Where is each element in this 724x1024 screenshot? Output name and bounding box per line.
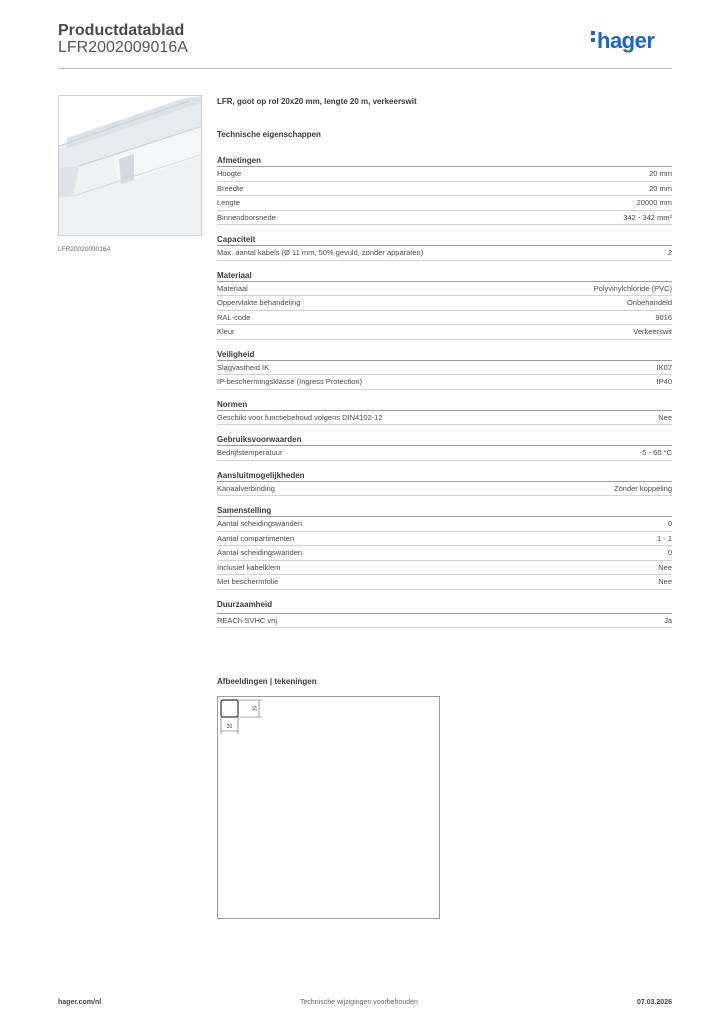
spec-row — [217, 282, 672, 297]
spec-row — [217, 411, 672, 426]
spec-row — [217, 375, 672, 390]
spec-value: IP40 — [656, 377, 672, 387]
spec-row — [217, 446, 672, 461]
spec-section — [217, 235, 672, 261]
spec-row — [217, 167, 672, 182]
spec-label: Aantal compartimenten — [217, 533, 295, 543]
spec-label: Inclusief kabelklem — [217, 562, 281, 572]
spec-row — [217, 361, 672, 376]
spec-label: Breedte — [217, 183, 244, 193]
spec-row — [217, 614, 672, 628]
spec-section — [217, 506, 672, 590]
spec-label: Met beschermfolie — [217, 577, 279, 587]
spec-value: 9016 — [655, 312, 672, 322]
section-title: Afmetingen — [217, 156, 672, 167]
spec-value: Nee — [658, 412, 672, 422]
spec-value: Polyvinylchloride (PVC) — [593, 283, 672, 293]
spec-value: 342 - 342 mm² — [623, 212, 672, 222]
spec-label: Aantal scheidingswanden — [217, 548, 303, 558]
spec-section — [217, 471, 672, 497]
spec-value: IK07 — [656, 362, 672, 372]
spec-label: Aantal scheidingswanden — [217, 519, 303, 529]
logo-dots-icon — [591, 31, 595, 45]
spec-row — [217, 482, 672, 497]
product-description: LFR, goot op rol 20x20 mm, lengte 20 m, verkeerswit — [217, 97, 417, 106]
page-title: Productdatablad — [58, 22, 185, 39]
spec-label: Hoogte — [217, 169, 242, 179]
spec-sections — [217, 156, 672, 628]
spec-section — [217, 400, 672, 426]
spec-label: Slagvastheid IK — [217, 362, 270, 372]
spec-value: -5 - 60 °C — [639, 448, 672, 458]
spec-label: Kleur — [217, 327, 235, 337]
section-title: Samenstelling — [217, 506, 672, 517]
section-title: Capaciteit — [217, 235, 672, 246]
spec-value: Zonder koppeling — [614, 483, 672, 493]
spec-row — [217, 246, 672, 261]
footer-date: 07.03.2026 — [636, 999, 672, 1006]
spec-row — [217, 196, 672, 211]
spec-label: Bedrijfstemperatuur — [217, 448, 283, 458]
footer-website[interactable]: hager.com/nl — [58, 999, 102, 1006]
spec-row — [217, 517, 672, 532]
dim-width-label: 20 — [226, 724, 233, 730]
spec-section — [217, 435, 672, 461]
cable-duct-illustration — [59, 96, 202, 236]
spec-value: 2 — [667, 248, 672, 258]
spec-row — [217, 561, 672, 576]
spec-value: 1 - 1 — [656, 533, 672, 543]
spec-section — [217, 600, 672, 628]
spec-value: Nee — [658, 562, 672, 572]
spec-label: Geschikt voor functiebehoud volgens DIN4102-12 — [217, 412, 383, 422]
dim-height-label: 20 — [252, 705, 259, 712]
spec-row — [217, 532, 672, 547]
spec-row — [217, 182, 672, 197]
spec-label: IP-beschermingsklasse (Ingress Protection) — [217, 377, 363, 387]
spec-value: 0 — [667, 548, 672, 558]
drawing-box — [217, 696, 440, 919]
spec-row — [217, 325, 672, 340]
spec-label: Kanaalverbinding — [217, 483, 275, 493]
spec-label: Materiaal — [217, 283, 248, 293]
spec-row — [217, 296, 672, 311]
spec-value: 0 — [667, 519, 672, 529]
spec-section — [217, 156, 672, 225]
section-title: Veiligheid — [217, 350, 672, 361]
image-caption: LFR2002009016A — [58, 246, 111, 253]
section-title: Aansluitmogelijkheden — [217, 471, 672, 482]
header-divider — [58, 68, 672, 69]
specifications — [217, 97, 672, 638]
section-title: Materiaal — [217, 271, 672, 282]
spec-row — [217, 575, 672, 590]
spec-row — [217, 311, 672, 326]
spec-value: 20 mm — [649, 183, 672, 193]
spec-value: Onbehandeld — [626, 298, 672, 308]
spec-label: Lengte — [217, 198, 240, 208]
spec-label: REACh-SVHC vrij — [217, 615, 278, 625]
tech-properties-title: Technische eigenschappen — [217, 130, 321, 139]
product-image — [58, 95, 202, 236]
spec-value: Ja — [664, 615, 672, 625]
section-title: Gebruiksvoorwaarden — [217, 435, 672, 446]
spec-section — [217, 350, 672, 390]
spec-label: Max. aantal kabels (Ø 11 mm, 50% gevuld, zonder apparaten) — [217, 248, 424, 258]
spec-value: 20000 mm — [636, 198, 672, 208]
logo-text: hager — [597, 28, 655, 53]
product-code: LFR2002009016A — [58, 39, 188, 56]
dimension-drawing — [218, 697, 439, 918]
section-title: Normen — [217, 400, 672, 411]
footer-notice: Technische wijzigingen voorbehouden — [300, 999, 418, 1006]
section-title: Duurzaamheid — [217, 600, 672, 614]
spec-value: Nee — [658, 577, 672, 587]
spec-row — [217, 211, 672, 226]
hager-logo — [591, 28, 654, 54]
spec-label: RAL-code — [217, 312, 251, 322]
spec-value: Verkeerswit — [633, 327, 672, 337]
drawings-title: Afbeeldingen | tekeningen — [217, 677, 317, 686]
spec-section — [217, 271, 672, 340]
spec-row — [217, 546, 672, 561]
spec-label: Oppervlakte behandeling — [217, 298, 301, 308]
spec-label: Binnendoorsnede — [217, 212, 276, 222]
spec-value: 20 mm — [649, 169, 672, 179]
